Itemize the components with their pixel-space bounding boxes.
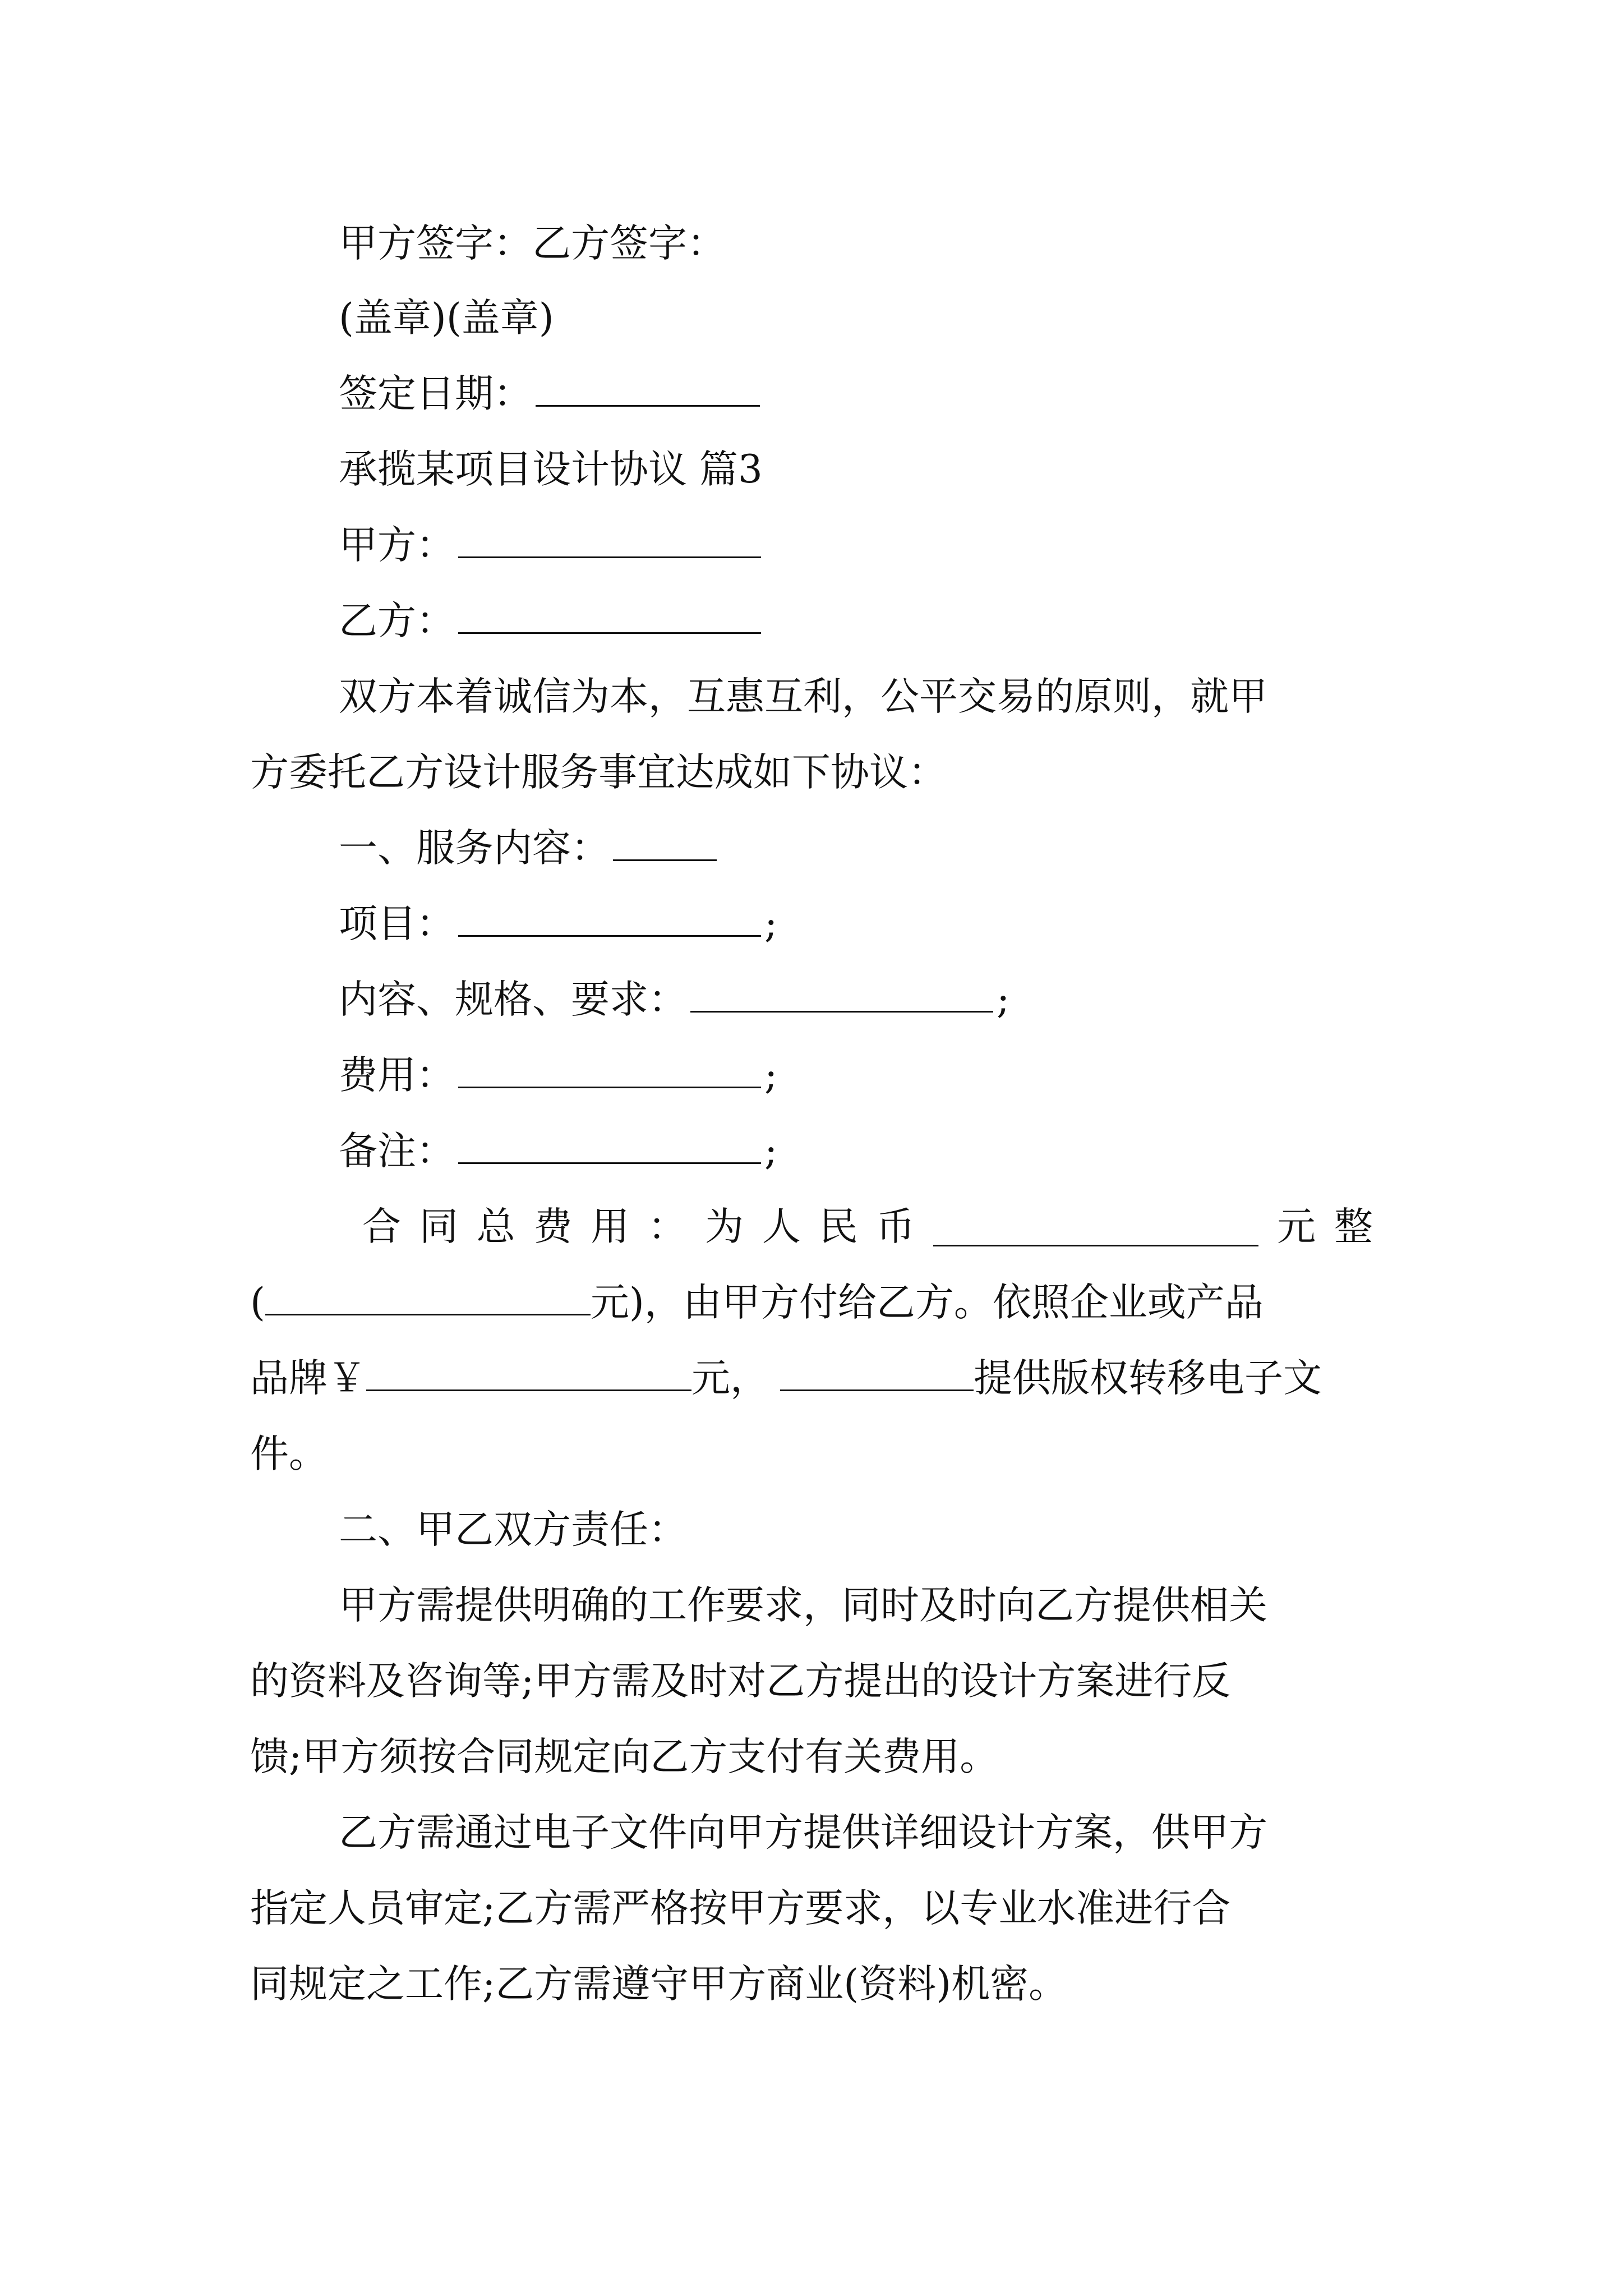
total-char: 币 [876,1204,915,1249]
party-b-line [339,599,764,643]
duty-a-line-3 [250,1734,999,1779]
total-line-4-text: 件。 [250,1432,328,1476]
duty-a-text-1: 甲方需提供明确的工作要求，同时及时向乙方提供相关 [339,1583,1267,1628]
total-fee-line-1 [250,1204,1373,1249]
total-char: 整 [1334,1204,1373,1249]
item-spec-blank [690,1006,993,1013]
total-char: ： [648,1204,687,1249]
agreement-title-text: 承揽某项目设计协议 篇3 [339,447,763,492]
total-char: 民 [819,1204,858,1249]
item-spec-label: 内容、规格、要求： [339,977,687,1022]
duty-a-text-3: 馈;甲方须按合同规定向乙方支付有关费用。 [250,1734,999,1779]
party-b-blank [458,628,761,634]
duty-b-text-2: 指定人员审定;乙方需严格按甲方要求，以专业水准进行合 [250,1886,1231,1931]
service-blank [613,855,717,861]
semicolon: ; [764,901,778,946]
party-a-blank [458,552,761,558]
duty-b-text-1: 乙方需通过电子文件向甲方提供详细设计方案，供甲方 [339,1810,1267,1855]
signature-line [339,221,726,266]
intro-text-2: 方委托乙方设计服务事宜达成如下协议： [250,750,947,795]
total-char: 合 [362,1204,401,1249]
item-spec-line [339,977,1010,1022]
party-a-label: 甲方： [339,523,455,568]
total-amount-blank [933,1240,1258,1246]
total-fee-line-2 [250,1280,1264,1325]
item-project-line [339,901,778,946]
total-char: 费 [533,1204,573,1249]
duty-a-line-1 [339,1583,1267,1628]
total-fee-line-3 [250,1356,1322,1401]
duty-b-text-3: 同规定之工作;乙方需遵守甲方商业(资料)机密。 [250,1962,1068,2007]
section-2-title-text: 二、甲乙双方责任： [339,1507,687,1552]
agreement-title [339,447,763,492]
semicolon: ; [997,977,1010,1022]
duty-a-text-2: 的资料及咨询等;甲方需及时对乙方提出的设计方案进行反 [250,1659,1231,1704]
sign-date-label: 签定日期： [339,371,532,416]
total-char: 同 [419,1204,458,1249]
item-fee-label: 费用： [339,1053,455,1098]
brand-blank [780,1385,974,1391]
section-1-title-text: 一、服务内容： [339,826,610,871]
total-char: 用 [591,1204,630,1249]
brand-label: 品牌￥ [250,1356,366,1401]
semicolon: ; [764,1129,778,1174]
total-paren: ( [250,1280,265,1325]
seal-line [339,296,554,341]
item-note-line [339,1129,778,1174]
duty-b-line-1 [339,1810,1267,1855]
duty-a-line-2 [250,1659,1231,1704]
party-a-line [339,523,764,568]
brand-yuan: 元， [691,1356,769,1401]
total-char: 总 [476,1204,515,1249]
duty-b-line-2 [250,1886,1231,1931]
total-char: 为 [704,1204,744,1249]
item-note-blank [458,1158,761,1164]
total-line-2-text: 元)，由甲方付给乙方。依照企业或产品 [590,1280,1264,1325]
total-line-3-text: 提供版权转移电子文 [974,1356,1322,1401]
signature-text: 甲方签字：乙方签字： [339,221,726,266]
item-project-label: 项目： [339,901,455,946]
total-amount-caps-blank [265,1309,591,1315]
duty-b-line-3 [250,1962,1068,2007]
sign-date-line [339,371,763,416]
semicolon: ; [764,1053,778,1098]
total-char: 元 [1277,1204,1316,1249]
section-1-title [339,826,720,871]
item-fee-blank [458,1082,761,1088]
item-project-blank [458,931,761,937]
sign-date-blank [536,401,760,407]
section-2-title [339,1507,687,1552]
intro-line-1 [339,674,1267,719]
intro-text-1: 双方本着诚信为本，互惠互利，公平交易的原则，就甲 [339,674,1267,719]
intro-line-2 [250,750,947,795]
item-fee-line [339,1053,778,1098]
party-b-label: 乙方： [339,599,455,643]
total-char: 人 [762,1204,801,1249]
brand-amount-blank [366,1385,691,1391]
total-fee-line-4 [250,1432,328,1476]
item-note-label: 备注： [339,1129,455,1174]
seal-text: (盖章)(盖章) [339,296,554,341]
